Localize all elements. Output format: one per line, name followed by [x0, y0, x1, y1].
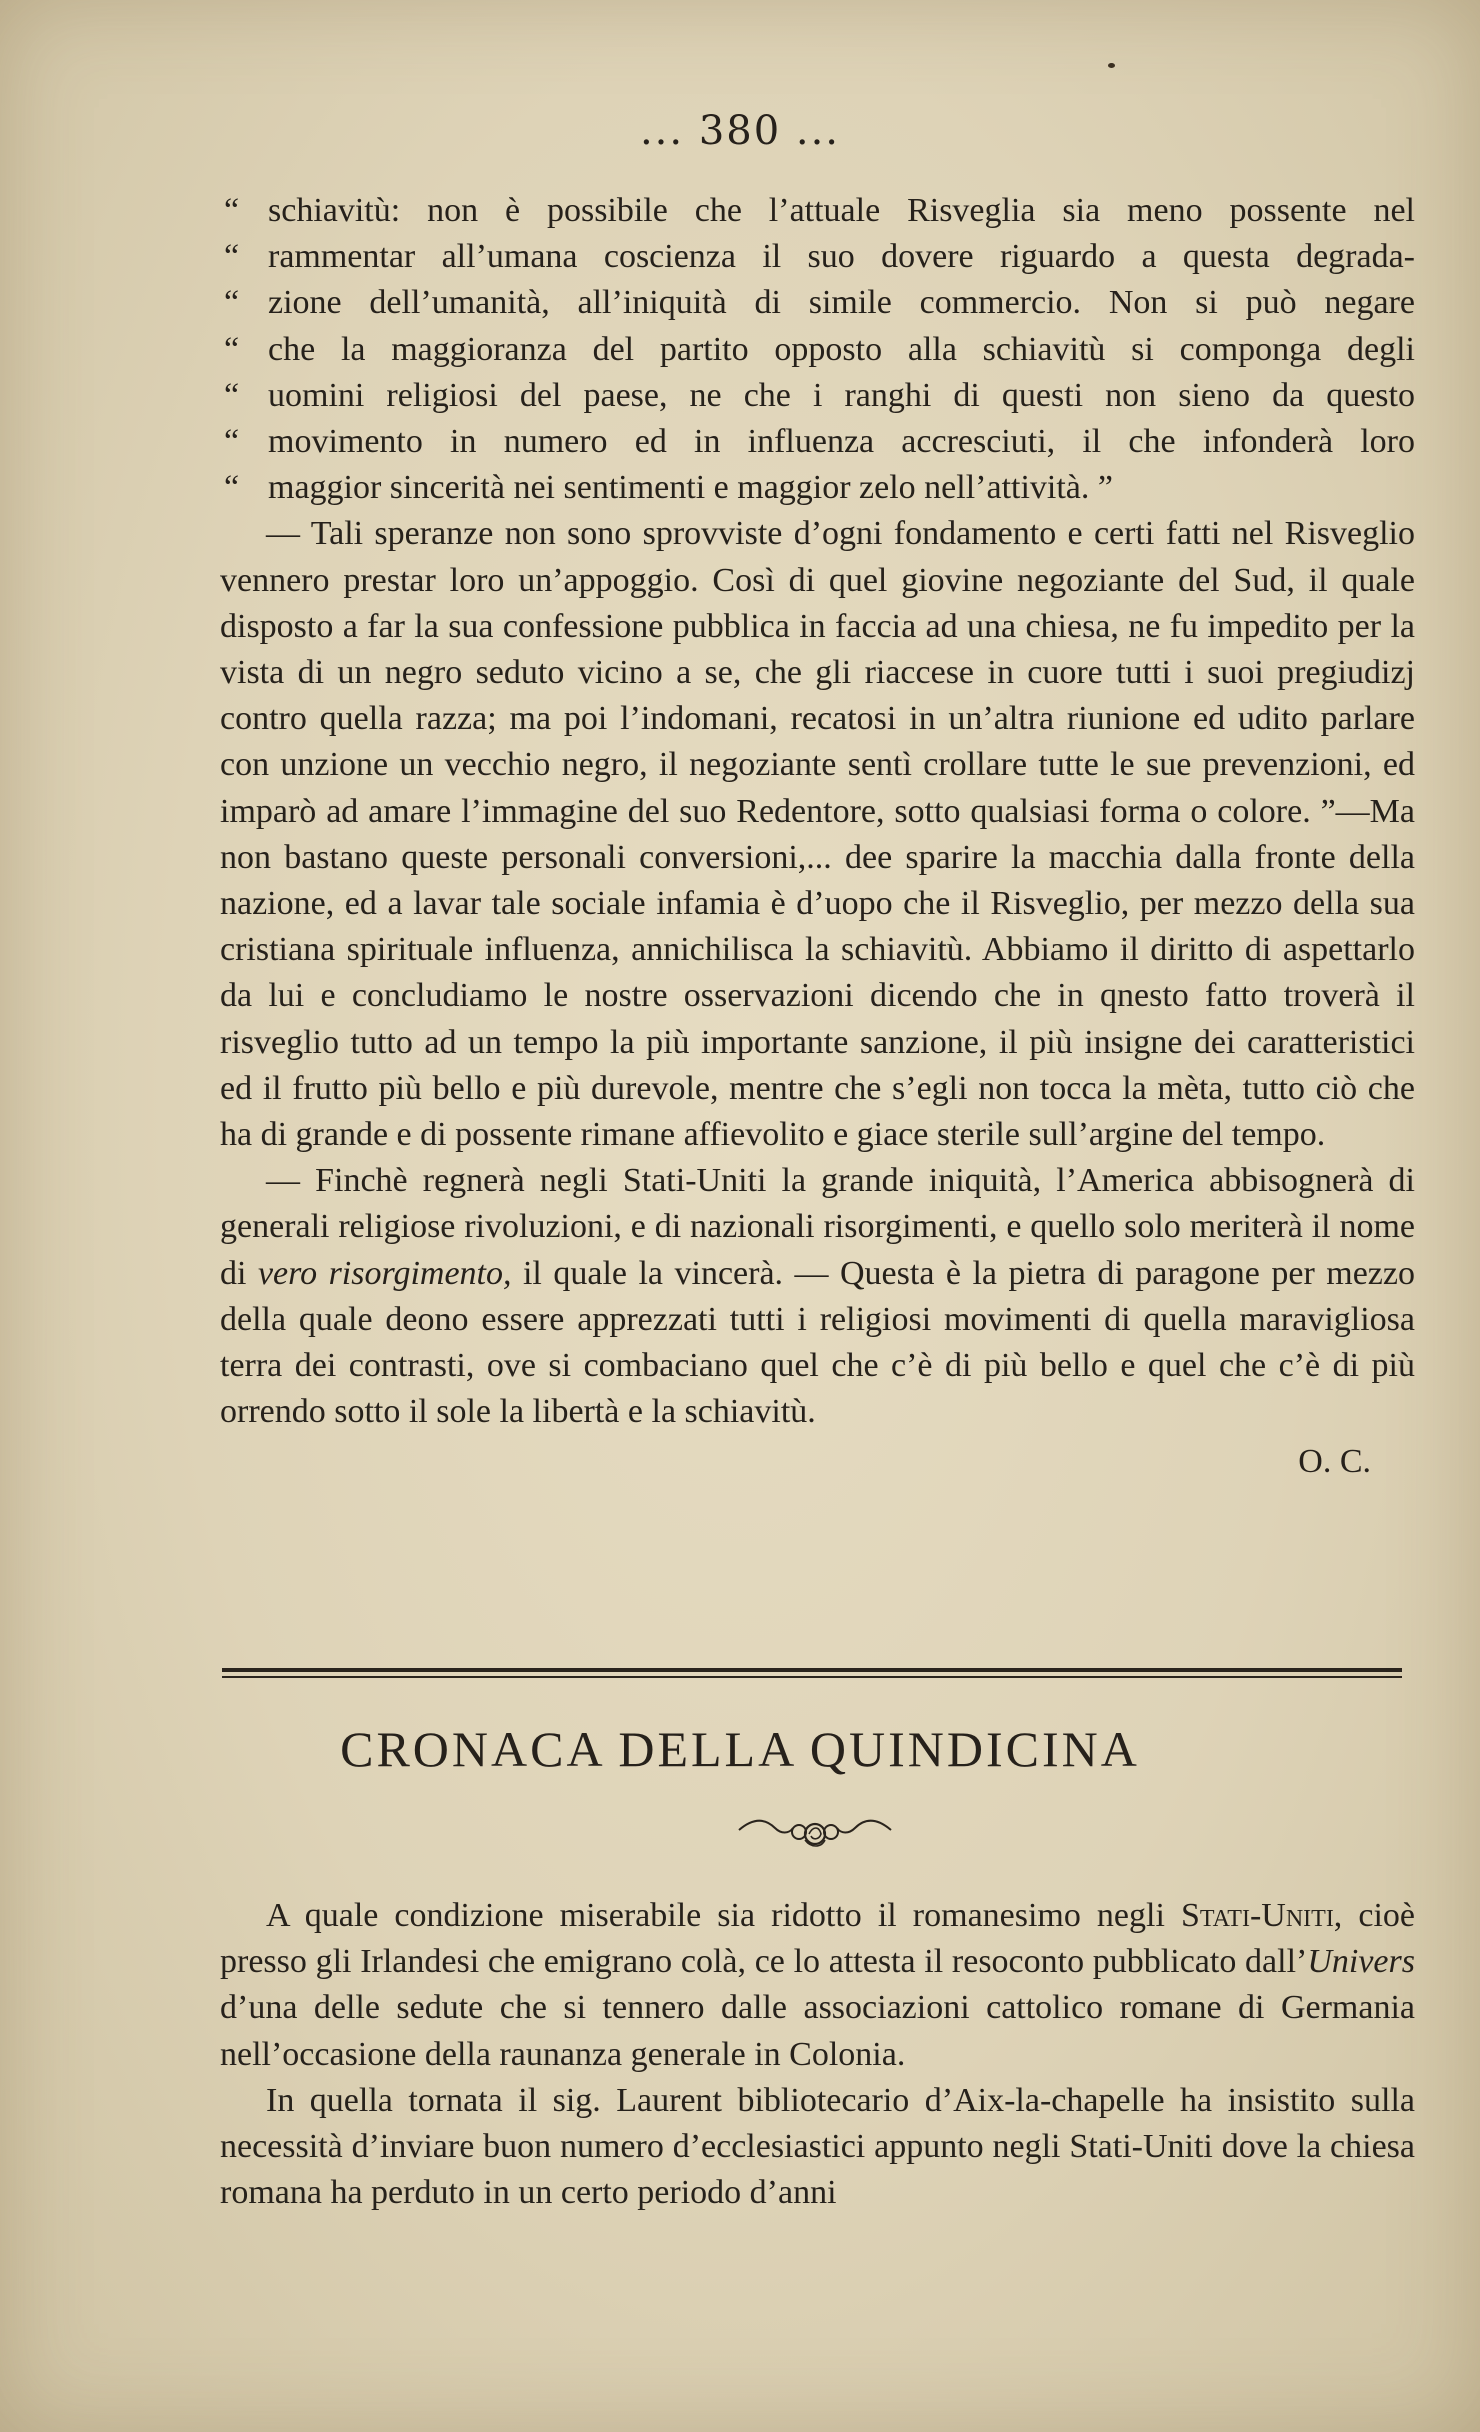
chronicle-paragraph [220, 1893, 1415, 2078]
paragraph-text: A quale condizione miserabile sia ridotto il romanesimo negli [266, 1897, 1165, 1934]
emphasized-phrase: vero risorgimento, [257, 1254, 512, 1292]
quote-line [220, 327, 1415, 373]
quote-line-text: che la maggioranza del partito opposto alla schiavitù si componga degli [268, 330, 1415, 368]
quote-mark: “ [224, 284, 240, 322]
quote-line-text: zione dell’umanità, all’iniquità di simile commercio. Non si può negare [268, 284, 1415, 322]
quote-mark: “ [224, 423, 240, 461]
section-divider-thin [222, 1676, 1402, 1678]
quote-line-text: movimento in numero ed in influenza accresciuti, il che infonderà loro [268, 423, 1415, 461]
section-divider [222, 1668, 1402, 1672]
quote-mark: “ [224, 330, 240, 368]
quote-line-text: schiavitù: non è possibile che l’attuale Risveglia sia meno possente nel [268, 192, 1415, 229]
paragraph-text: il quale la vincerà. — Questa è la pietra di paragone per mezzo della quale deono essere apprezzati tutti i religiosi movimenti di quella maravigliosa terra dei contrasti, ove si combaciano quel che c’è di più bello e quel che c’è di più orrendo sotto il sole la libertà e la schiavitù. [220, 1254, 1415, 1431]
quote-line-text: rammentar all’umana coscienza il suo dovere riguardo a questa degrada- [268, 238, 1415, 276]
quote-mark: “ [224, 238, 240, 276]
country-name: Stati-Uniti, [1180, 1897, 1343, 1934]
chronicle-paragraph: In quella tornata il sig. Laurent bibliotecario d’Aix-la-chapelle ha insistito sulla necessità d’inviare buon numero d’ecclesiastici appunto negli Stati-Uniti dove la chiesa romana ha perduto in un certo periodo d’anni [220, 2081, 1415, 2212]
article-body [220, 188, 1415, 1486]
chronicle-body [220, 1893, 1415, 2216]
quote-mark: “ [224, 376, 240, 414]
section-title: CRONACA DELLA QUINDICINA [340, 1721, 1140, 1777]
quote-line-text: maggior sincerità nei sentimenti e maggior zelo nell’attività. ” [268, 469, 1113, 507]
decorative-ornament-icon [735, 1810, 895, 1850]
paragraph-text: d’una delle sedute che si tennero dalle associazioni cattolico romane di Germania nell’occasione della raunanza generale in Colonia. [220, 1989, 1415, 2073]
paragraph-text: cioè presso gli Irlandesi che emigrano colà, ce lo attesta il resoconto pubblicato dall’ [220, 1897, 1416, 1981]
author-signature: O. C. [1298, 1443, 1371, 1481]
quote-line [220, 419, 1415, 465]
quote-line [220, 234, 1415, 280]
quote-line [220, 188, 1415, 234]
quote-mark: “ [224, 192, 240, 229]
newspaper-title: Univers [1307, 1943, 1415, 1981]
quote-line [220, 373, 1415, 419]
quote-line [220, 465, 1415, 511]
page-number: ... 380 ... [639, 108, 841, 154]
article-paragraph [220, 1158, 1415, 1435]
quote-line-text: uomini religiosi del paese, ne che i ranghi di questi non sieno da questo [268, 376, 1415, 414]
article-paragraph: — Tali speranze non sono sprovviste d’ogni fondamento e certi fatti nel Risveglio vennero prestar loro un’appoggio. Così di quel giovine negoziante del Sud, il quale disposto a far la sua confessione pubblica in faccia ad una chiesa, ne fu impedito per la vista di un negro seduto vicino a se, che gli riaccese in cuore tutti i suoi pregiudizj contro quella razza; ma poi l’indomani, recatosi in un’altra riunione ed udito parlare con unzione un vecchio negro, il negoziante sentì crollare tutte le sue prevenzioni, ed imparò ad amare l’immagine del suo Redentore, sotto qualsiasi forma o colore. ”—Ma non bastano queste personali conversioni,... dee sparire la macchia dalla fronte della nazione, ed a lavar tale sociale infamia è d’uopo che il Risveglio, per mezzo della sua cristiana spirituale influenza, annichilisca la schiavitù. Abbiamo il diritto di aspettarlo da lui e concludiamo le nostre osservazioni dicendo che in qnesto fatto troverà il risveglio tutto ad un tempo la più importante sanzione, il più insigne dei caratteristici ed il frutto più bello e più durevole, mentre che s’egli non tocca la mèta, tutto ciò che ha di grande e di possente rimane affievolito e giace sterile sull’argine del tempo. [220, 515, 1415, 1154]
paragraph-text: — Finchè regnerà negli Stati-Uniti la grande iniquità, l’America abbisognerà di generali religiose rivoluzioni, e di nazionali risorgimenti, e quello solo meriterà il nome di [220, 1162, 1415, 1292]
quoted-passage [220, 188, 1415, 511]
ink-speck [1108, 63, 1115, 68]
quote-mark: “ [224, 469, 240, 507]
quote-line [220, 280, 1415, 326]
